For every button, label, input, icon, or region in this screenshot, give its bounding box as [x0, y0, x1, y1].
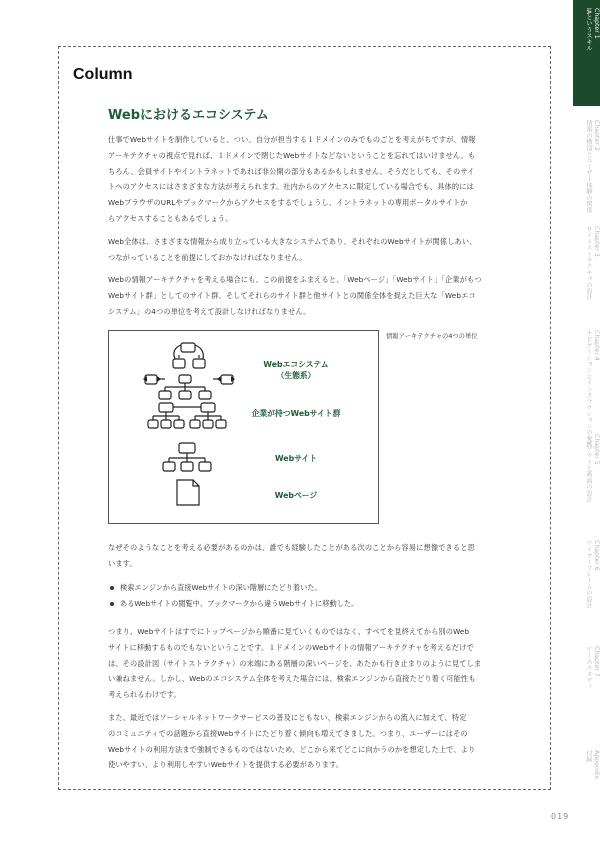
- chapter-sidebar: [573, 0, 600, 847]
- page-number: 019: [551, 812, 570, 821]
- eco-node-top: [181, 343, 195, 352]
- label-page: Webページ: [274, 491, 318, 500]
- paragraph-4: なぜそのようなことを考える必要があるのかは、誰でも経験したことがある次のことから容易に想像できると思 います。: [108, 543, 475, 568]
- figure-caption: 情報アーキテクチャの4つの単位: [386, 333, 478, 340]
- sidebar-item-chapter-3[interactable]: Chapter 3 サイトストラクチャの設計: [585, 226, 600, 301]
- page-icon: [177, 480, 199, 505]
- paragraph-1: 仕事でWebサイトを制作していると、つい、自分が担当する１ドメインのみでものごとを考えがちですが、情報 アーキテクチャの視点で見れば、１ドメインで閉じたWebサイトなどないということを忘れてはいけません。も ちろん、会員サイトやイントラネットであれば非公開の部分もあるかもしれません。そうだとしても、そのサイ トへのアクセスにはさまざまな方法が考えられます。社内からのアクセスに限定している場合でも、具体的には WebブラウザのURLやブックマークからアクセスをするでしょうし、イントラネットの専用ポータルサイトか らアクセスすることもあるでしょう。: [108, 135, 476, 223]
- sidebar-item-chapter-6[interactable]: Chapter 6 ワイヤーフレームの設計: [585, 540, 600, 609]
- bullet-item: あるWebサイトの閲覧中、ブックマークから違うWebサイトに移動した。: [108, 596, 358, 612]
- sidebar-item-chapter-2[interactable]: Chapter 2 情報の構造とユーザー体験の関係: [585, 120, 600, 213]
- eco-node-left: [173, 359, 185, 368]
- sidebar-item-appendix[interactable]: Appendix 付録: [585, 750, 600, 780]
- group-site-right: [201, 403, 215, 412]
- group-site-left: [159, 403, 173, 412]
- sidebar-item-chapter-5[interactable]: Chapter 5 レイアウトと画面の設計: [585, 434, 600, 503]
- eco-site-node: [179, 375, 191, 383]
- bullet-list: [108, 580, 358, 612]
- label-site-group: 企業が持つWebサイト群: [251, 409, 341, 418]
- sidebar-item-chapter-1[interactable]: Chapter 1 IAというスキル: [573, 0, 600, 106]
- paragraph-2: Web全体は、さまざまな情報から成り立っている大きなシステムであり、それぞれのWebサイトが関係しあい、 つながっていることを前提にしておかなければなりません。: [108, 237, 477, 262]
- label-site: Webサイト: [274, 454, 318, 463]
- paragraph-5: つまり、Webサイトはすでにトップページから順番に見ていくものではなく、すべてを見終えてから別のWeb サイトに移動するものでもないということです。１ドメインのWebサイトの情報アーキテクチャを考えるだけで は、その設計図（サイトストラクチャ）の末端にある階層の深いページを、あたかも行き止まりのように見てしま い兼ねません。しかし、Webのエコシステム全体を考えた場合には、検索エンジンから直接たどり着く可能性も 考えられるわけです。: [108, 627, 482, 700]
- column-label: Column: [73, 66, 133, 83]
- label-ecosystem: Webエコシステム （生態系）: [263, 360, 329, 380]
- sidebar-item-chapter-7[interactable]: Chapter 7 ケーススタディ: [585, 646, 600, 690]
- site-top-node: [179, 443, 195, 453]
- sidebar-item-chapter-4[interactable]: Chapter 4 ナビゲーションとインタラクションの実践: [585, 330, 600, 448]
- paragraph-6: また、最近ではソーシャルネットワークサービスの普及にともない、検索エンジンからの流入に加えて、特定 のコミュニティでの話題から直接Webサイトにたどり着く傾向も増えてきました。つまり、ユーザーにはその Webサイトの利用方法まで強制できるものではないため、どこから来てどこに向かうのかを想定した上で、より 使いやすい、より利用しやすいWebサイトを提供する必要があります。: [108, 713, 476, 770]
- bullet-item: 検索エンジンから直接Webサイトの深い階層にたどり着いた。: [108, 580, 358, 596]
- column-title: Webにおけるエコシステム: [108, 108, 269, 123]
- eco-node-right: [193, 359, 205, 368]
- paragraph-3: Webの情報アーキテクチャを考える場合にも、この前提をふまえると、「Webページ」「Webサイト」「企業がもつ Webサイト群」としてのサイト群、そしてそれらのサイト群と他サイトとの関係全体を捉えた巨大な「Webエコ システム」の4つの単位を考えて設計しなければなりません。: [108, 275, 482, 316]
- figure-four-units: [108, 330, 379, 524]
